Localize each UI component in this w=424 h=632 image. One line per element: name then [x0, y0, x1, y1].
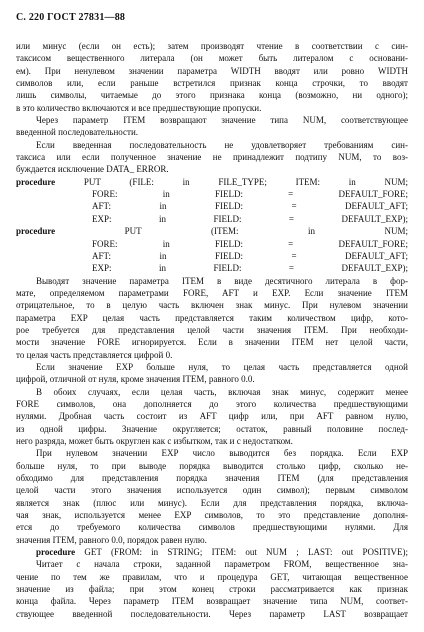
text-line: лишь символы, читаемые до этого признака конца (возможно, ни одного);	[16, 90, 408, 101]
text-line: Читает с начала строки, заданной параметром FROM, вещественное зна-	[36, 559, 408, 570]
code-line: AFT: in FIELD: = DEFAULT_AFT;	[92, 201, 408, 212]
text-line: мости значение FORE игнорируется. Если в значении ITEM нет целой части,	[16, 337, 408, 348]
text-line: целой части этого значения используется один символ); первым символом	[16, 485, 408, 496]
document-body	[16, 40, 408, 620]
text-line: чение по тем же правилам, что и процедура GET, читающая вещественное	[16, 571, 408, 582]
text-line: чая знак, используется менее EXP символов, то это представление дополня-	[16, 510, 408, 521]
text-line: больше нуля, то при выводе порядка выводится столько цифр, сколько не-	[16, 460, 408, 471]
text-line: Если введенная последовательность не удовлетворяет требованиям син-	[36, 139, 408, 150]
text-line: ется до требуемого количества символов предшествующими нулями. Для	[16, 522, 408, 533]
text-line: Если значение EXP больше нуля, то целая часть представляется одной	[36, 361, 408, 372]
text-line: значения ITEM, равного 0.0, порядок равен нулю.	[16, 534, 207, 545]
text-line: FORE символов, она дополняется до этого количества предшествующими	[16, 398, 408, 409]
code-line: AFT: in FIELD: = DEFAULT_AFT;	[92, 250, 408, 261]
text-line: В обоих случаях, если целая часть, включая знак минус, содержит менее	[36, 386, 408, 397]
text-line: в это количество включаются и все предшествующие пропуски.	[16, 102, 262, 113]
code-line: procedure PUT (ITEM: in NUM;	[16, 226, 408, 237]
text-line: символов или, если раньше встретился признак конца строчки, то вводят	[16, 78, 408, 89]
text-line: ствующее введенной последовательности. Через параметр LAST возвращает	[16, 608, 408, 619]
text-line: Выводят значение параметра ITEM в виде десятичного литерала в фор-	[36, 275, 408, 286]
text-line: Через параметр ITEM возвращают значение типа NUM, соответствующее	[36, 115, 408, 126]
text-line: таксисом вещественного литерала (он может быть литералом с основани-	[16, 53, 408, 64]
text-line: него разряда, может быть округлен как с избытком, так и с недостатком.	[16, 436, 293, 446]
text-line: буждается исключение DATA_ ERROR.	[16, 164, 169, 175]
keyword: procedure	[16, 176, 56, 187]
text-line: или минус (если он есть); затем производят чтение в соответствии с син-	[16, 41, 408, 51]
text-line: значение из файла; при этом конец строки рассматривается как признак	[16, 584, 408, 595]
keyword: procedure	[16, 226, 56, 237]
text-line: из одной цифры. Значение округляется; остаток, равный половине послед-	[16, 423, 408, 434]
text-line: При нулевом значении EXP число выводится без порядка. Если EXP	[36, 448, 408, 459]
code-line: procedure GET (FROM: in STRING; ITEM: out NUM ; LAST: out POSITIVE);	[36, 547, 408, 558]
keyword: procedure	[36, 547, 76, 558]
text-line: ем). При ненулевом значении параметра WIDTH вводят или ровно WIDTH	[16, 65, 408, 76]
text-line: рое требуется для представления целой части значения ITEM. При необходи-	[16, 324, 408, 335]
code-line: EXP: in FIELD: = DEFAULT_EXP);	[92, 263, 408, 274]
code-line: EXP: in FIELD: = DEFAULT_EXP);	[92, 213, 408, 224]
text-line: введенной последовательности.	[16, 127, 139, 138]
page-header: С. 220 ГОСТ 27831—88	[16, 12, 126, 23]
text-line: отрицательное, то в целую часть включен знак минус. При нулевом значении	[16, 300, 408, 311]
text-line: конца файла. Через параметр ITEM возвращает значение типа NUM, соответ-	[16, 596, 408, 607]
text-line: является знак (плюс или минус). Если для представления порядка, включа-	[16, 497, 408, 508]
code-line: FORE: in FIELD: = DEFAULT_FORE;	[92, 238, 408, 249]
code-line: procedure PUT (FILE: in FILE_TYPE; ITEM: in NUM;	[16, 176, 408, 187]
text-line: таксиса или если полученное значение не принадлежит подтипу NUM, то воз-	[16, 152, 408, 163]
text-line: цифрой, отличной от нуля, кроме значения ITEM, равного 0.0.	[16, 374, 255, 385]
text-line: то целая часть представляется цифрой 0.	[16, 349, 173, 360]
code-line: FORE: in FIELD: = DEFAULT_FORE;	[92, 189, 408, 200]
text-line: нулями. Дробная часть состоит из AFT цифр или, при AFT равном нулю,	[16, 411, 408, 422]
text-line: мате, определяемом параметрами FORE, AFT и EXP. Если значение ITEM	[16, 287, 408, 298]
text-line: параметра EXP целая часть представляется таким количеством цифр, кото-	[16, 312, 408, 323]
text-line: обходимо для представления порядка значения ITEM (для представления	[16, 473, 408, 484]
